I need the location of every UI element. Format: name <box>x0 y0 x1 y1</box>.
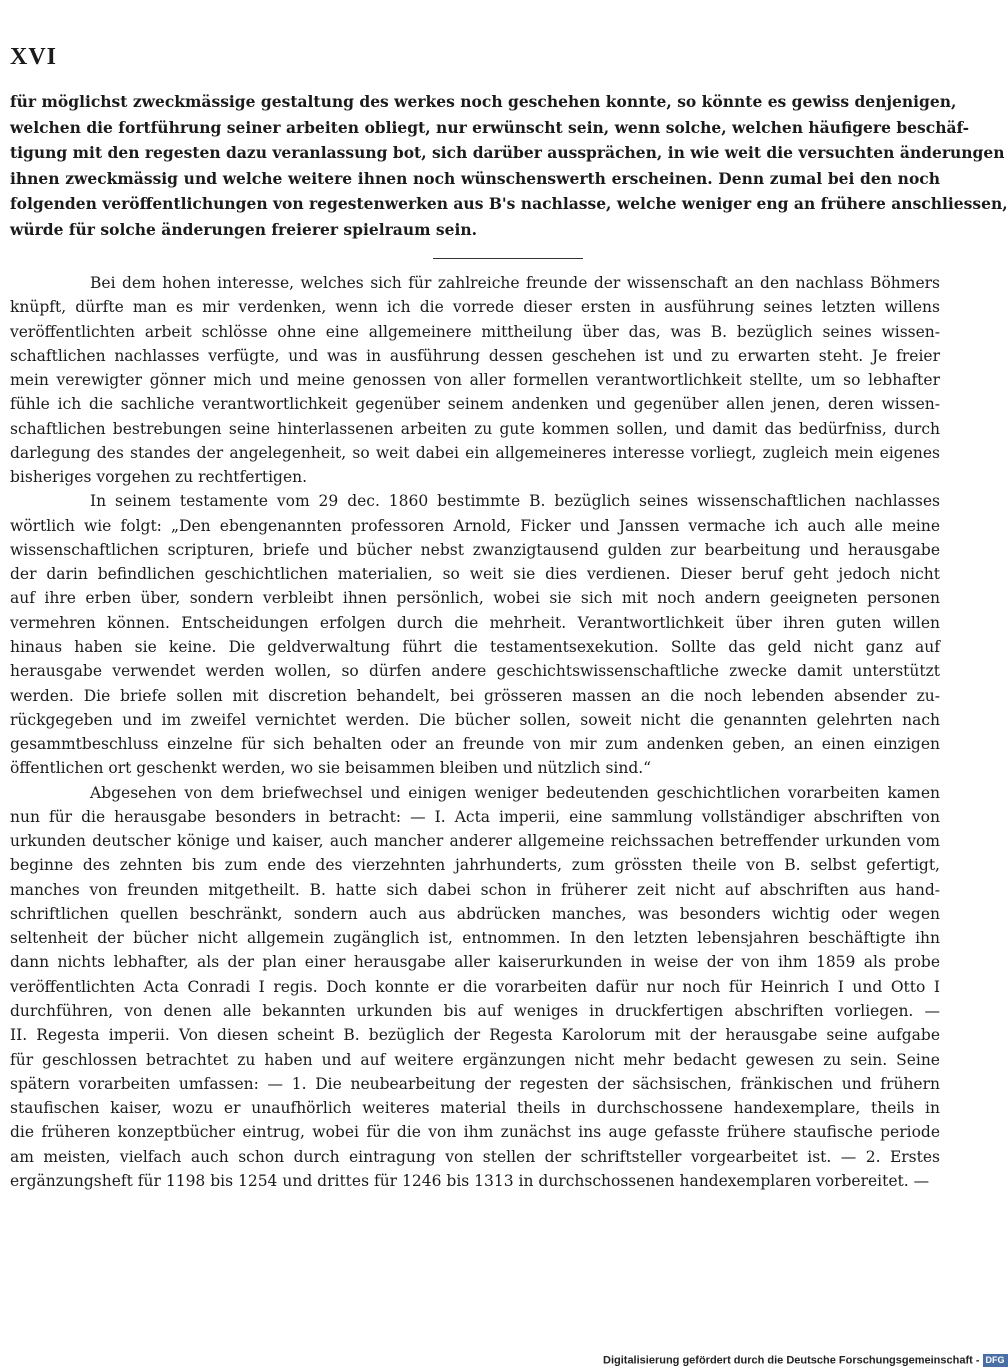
text-line: ihnen zweckmässig und welche weitere ihnen noch wünschenswerth erscheinen. Denn zumal bei den noch <box>10 168 940 188</box>
section-divider <box>433 258 583 259</box>
text-line: wissenschaftlichen scripturen, briefe und bücher nebst zwanzigtausend gulden zur bearbeitung und herausgabe <box>10 540 940 559</box>
text-line: vermehren können. Entscheidungen erfolgen durch die mehrheit. Verantwortlichkeit über ihren guten willen <box>10 613 940 632</box>
text-line: ergänzungsheft für 1198 bis 1254 und drittes für 1246 bis 1313 in durchschossenen handexemplaren vorbereitet. — <box>10 1171 930 1190</box>
text-line: öffentlichen ort geschenkt werden, wo sie beisammen bleiben und nützlich sind.“ <box>10 759 652 778</box>
text-line: die früheren konzeptbücher eintrug, wobei für die von ihm zunächst ins auge gefasste frühere staufische periode <box>10 1123 940 1142</box>
text-line: durchführen, von denen alle bekannten urkunden bis auf weniges in druckfertigen abschriften vorliegen. — <box>10 1001 940 1020</box>
text-line: schaftlichen bestrebungen seine hinterlassenen arbeiten zu gute kommen sollen, und damit das bedürfniss, durch <box>10 419 940 438</box>
text-line: seltenheit der bücher nicht allgemein zugänglich ist, entnommen. In den letzten lebensjahren beschäftigte ihn <box>10 929 940 948</box>
text-line: hinaus haben sie keine. Die geldverwaltung führt die testamentsexekution. Sollte das geld nicht ganz auf <box>10 637 940 656</box>
text-line: veröffentlichten Acta Conradi I regis. Doch konnte er die vorarbeiten dafür nur noch für Heinrich I und Otto I <box>10 977 940 996</box>
text-line: In seinem testamente vom 29 dec. 1860 bestimmte B. bezüglich seines wissenschaftlichen nachlasses <box>90 492 940 511</box>
text-line: II. Regesta imperii. Von diesen scheint B. bezüglich der Regesta Karolorum mit der herausgabe seine aufgabe <box>10 1026 940 1045</box>
text-line: nun für die herausgabe besonders in betracht: — I. Acta imperii, eine sammlung vollständiger abschriften von <box>10 807 940 826</box>
text-line: fühle ich die sachliche verantwortlichkeit gegenüber seinem andenken und gegenüber allen jenen, deren wissen- <box>10 395 940 414</box>
text-line: urkunden deutscher könige und kaiser, auch mancher anderer allgemeine reichssachen betreffender urkunden vom <box>10 832 940 851</box>
page-number: XVI <box>10 44 58 70</box>
text-line: wörtlich wie folgt: „Den ebengenannten professoren Arnold, Ficker und Janssen vermache ich auch alle meine <box>10 516 940 535</box>
dfg-logo: DFG <box>983 1354 1008 1367</box>
main-text <box>10 271 940 1193</box>
credit-text: Digitalisierung gefördert durch die Deutsche Forschungsgemeinschaft - <box>603 1354 980 1367</box>
text-line: dann nichts lebhafter, als der plan einer herausgabe aller kaiserurkunden in weise der von ihm 1859 als probe <box>10 953 940 972</box>
text-line: am meisten, vielfach auch schon durch eintragung von stellen der schriftsteller vorgearbeitet ist. — 2. Erstes <box>10 1147 940 1166</box>
text-line: manches von freunden mitgetheilt. B. hatte sich dabei schon in früherer zeit nicht auf abschriften aus hand- <box>10 880 940 899</box>
text-line: tigung mit den regesten dazu veranlassung bot, sich darüber aussprächen, in wie weit die versuchten änderungen <box>10 143 1005 163</box>
text-line: mein verewigter gönner mich und meine genossen von aller formellen verantwortlichkeit stellte, um so lebhafter <box>10 371 940 390</box>
text-line: würde für solche änderungen freierer spielraum sein. <box>10 219 478 239</box>
text-line: gesammtbeschluss einzelne für sich behalten oder an freunde von mir zum andenken geben, an einen einzigen <box>10 735 940 754</box>
text-line: rückgegeben und im zweifel vernichtet werden. Die bücher sollen, soweit nicht die genannten gelehrten nach <box>10 710 940 729</box>
text-line: Abgesehen von dem briefwechsel und einigen weniger bedeutenden geschichtlichen vorarbeiten kamen <box>90 783 940 802</box>
text-line: der darin befindlichen geschichtlichen materialien, so weit sie dies verdienen. Dieser beruf geht jedoch nicht <box>10 565 940 584</box>
text-line: welchen die fortführung seiner arbeiten obliegt, nur erwünscht sein, wenn solche, welchen häufigere beschäf- <box>10 117 970 137</box>
text-line: knüpft, dürfte man es mir verdenken, wenn ich die vorrede dieser ersten in ausführung seines letzten willens <box>10 298 940 317</box>
text-line: herausgabe verwendet werden wollen, so dürfen andere geschichtswissenschaftliche zwecke damit unterstützt <box>10 662 940 681</box>
text-line: spätern vorarbeiten umfassen: — 1. Die neubearbeitung der regesten der sächsischen, fränkischen und frühern <box>10 1074 940 1093</box>
text-line: beginne des zehnten bis zum ende des vierzehnten jahrhunderts, zum grössten theile von B. selbst gefertigt, <box>10 856 940 875</box>
intro-paragraph <box>10 89 1008 243</box>
text-line: für geschlossen betrachtet zu haben und auf weitere ergänzungen nicht mehr bedacht gewesen zu sein. Seine <box>10 1050 940 1069</box>
text-line: für möglichst zweckmässige gestaltung des werkes noch geschehen konnte, so könnte es gewiss denjenigen, <box>10 92 957 111</box>
text-line: schaftlichen nachlasses verfügte, und was in ausführung dessen geschehen ist und zu erwarten steht. Je freier <box>10 346 940 365</box>
text-line: Bei dem hohen interesse, welches sich für zahlreiche freunde der wissenschaft an den nachlass Böhmers <box>90 274 940 292</box>
text-line: werden. Die briefe sollen mit discretion behandelt, bei grösseren massen an die noch lebenden absender zu- <box>10 686 940 705</box>
digitization-credit <box>603 1354 1008 1367</box>
text-line: auf ihre erben über, sondern verbleibt ihnen persönlich, wobei sie sich mit noch andern geeigneten personen <box>10 589 940 608</box>
text-line: bisheriges vorgehen zu rechtfertigen. <box>10 468 308 487</box>
text-line: veröffentlichten arbeit schlösse ohne eine allgemeinere mittheilung über das, was B. bezüglich seines wissen- <box>10 322 940 341</box>
text-line: darlegung des standes der angelegenheit, so weit dabei ein allgemeineres interesse vorliegt, zugleich mein eigenes <box>10 443 940 462</box>
text-line: schriftlichen quellen beschränkt, sondern auch aus abdrücken manches, was besonders wichtig oder wegen <box>10 904 940 923</box>
text-line: folgenden veröffentlichungen von regestenwerken aus B's nachlasse, welche weniger eng an frühere anschliessen, <box>10 194 1008 214</box>
text-line: staufischen kaiser, wozu er unaufhörlich weiteres material theils in durchschossene handexemplare, theils in <box>10 1099 940 1118</box>
